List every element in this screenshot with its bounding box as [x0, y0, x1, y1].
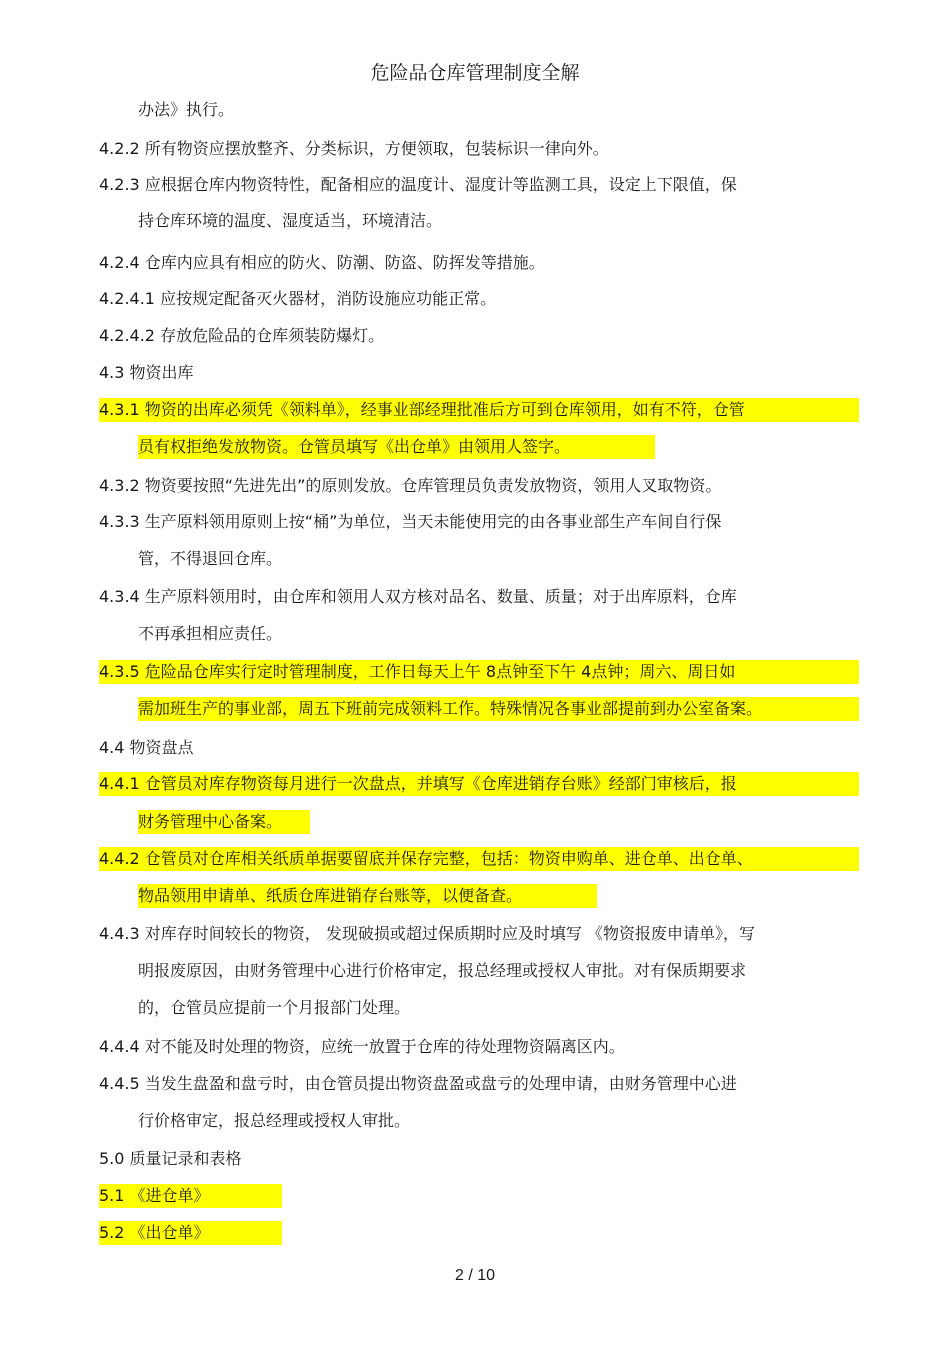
clause-4-3-3: 4.3.3 生产原料领用原则上按“桶”为单位，当天未能使用完的由各事业部生产车间自行保: [99, 512, 722, 531]
page-title: 危险品仓库管理制度全解: [370, 62, 580, 84]
body-line: 明报废原因，由财务管理中心进行价格审定，报总经理或授权人审批。对有保质期要求: [138, 961, 747, 980]
body-line: 不再承担相应责任。: [138, 624, 283, 643]
highlighted-text: 4.3.5 危险品仓库实行定时管理制度，工作日每天上午 8点钟至下午 4点钟；周六、周日如: [99, 660, 859, 684]
highlighted-text: 5.2 《出仓单》: [99, 1221, 282, 1245]
clause-4-3-5-cont-highlight: [138, 697, 859, 721]
body-line: 行价格审定，报总经理或授权人审批。: [138, 1111, 411, 1130]
clause-4-2-4-1: 4.2.4.1 应按规定配备灭火器材，消防设施应功能正常。: [99, 289, 497, 308]
highlighted-text: 4.4.1 仓管员对库存物资每月进行一次盘点，并填写《仓库进销存台账》经部门审核后，报: [99, 772, 859, 796]
record-5-2-highlight: [99, 1221, 282, 1245]
clause-4-3-1-cont-highlight: [138, 435, 655, 459]
section-heading-5-0: 5.0 质量记录和表格: [99, 1149, 242, 1168]
clause-4-2-4-2: 4.2.4.2 存放危险品的仓库须装防爆灯。: [99, 326, 385, 345]
clause-4-4-1-cont-highlight: [138, 810, 310, 834]
clause-4-3-4: 4.3.4 生产原料领用时，由仓库和领用人双方核对品名、数量、质量；对于出库原料，仓库: [99, 587, 737, 606]
clause-4-4-4: 4.4.4 对不能及时处理的物资，应统一放置于仓库的待处理物资隔离区内。: [99, 1037, 625, 1056]
clause-4-3-1-highlight: [99, 398, 859, 422]
body-line: 办法》执行。: [138, 100, 235, 119]
section-heading-4-3: 4.3 物资出库: [99, 363, 194, 382]
body-line: 持仓库环境的温度、湿度适当，环境清洁。: [138, 211, 443, 230]
highlighted-text: 5.1 《进仓单》: [99, 1184, 282, 1208]
clause-4-4-2-highlight: [99, 847, 859, 871]
clause-4-2-3: 4.2.3 应根据仓库内物资特性，配备相应的温度计、湿度计等监测工具，设定上下限值，保: [99, 175, 737, 194]
highlighted-text: 财务管理中心备案。: [138, 810, 310, 834]
clause-4-2-4: 4.2.4 仓库内应具有相应的防火、防潮、防盗、防挥发等措施。: [99, 253, 545, 272]
highlighted-text: 员有权拒绝发放物资。仓管员填写《出仓单》由领用人签字。: [138, 435, 655, 459]
record-5-1-highlight: [99, 1184, 282, 1208]
highlighted-text: 需加班生产的事业部，周五下班前完成领料工作。特殊情况各事业部提前到办公室备案。: [138, 697, 859, 721]
clause-4-3-5-highlight: [99, 660, 859, 684]
clause-4-4-3: 4.4.3 对库存时间较长的物资， 发现破损或超过保质期时应及时填写 《物资报废申请单》，写: [99, 924, 755, 943]
highlighted-text: 4.3.1 物资的出库必须凭《领料单》，经事业部经理批准后方可到仓库领用，如有不符，仓管: [99, 398, 859, 422]
clause-4-4-1-highlight: [99, 772, 859, 796]
clause-4-2-2: 4.2.2 所有物资应摆放整齐、分类标识，方便领取，包装标识一律向外。: [99, 139, 609, 158]
clause-4-4-5: 4.4.5 当发生盘盈和盘亏时，由仓管员提出物资盘盈或盘亏的处理申请，由财务管理中心进: [99, 1074, 737, 1093]
clause-4-3-2: 4.3.2 物资要按照“先进先出”的原则发放。仓库管理员负责发放物资，领用人叉取物资。: [99, 476, 722, 495]
body-line: 管，不得退回仓库。: [138, 549, 283, 568]
highlighted-text: 物品领用申请单、纸质仓库进销存台账等，以便备查。: [138, 884, 597, 908]
highlighted-text: 4.4.2 仓管员对仓库相关纸质单据要留底并保存完整，包括：物资申购单、进仓单、出仓单、: [99, 847, 859, 871]
body-line: 的，仓管员应提前一个月报部门处理。: [138, 998, 411, 1017]
section-heading-4-4: 4.4 物资盘点: [99, 738, 194, 757]
page-number: 2 / 10: [454, 1267, 496, 1284]
clause-4-4-2-cont-highlight: [138, 884, 597, 908]
